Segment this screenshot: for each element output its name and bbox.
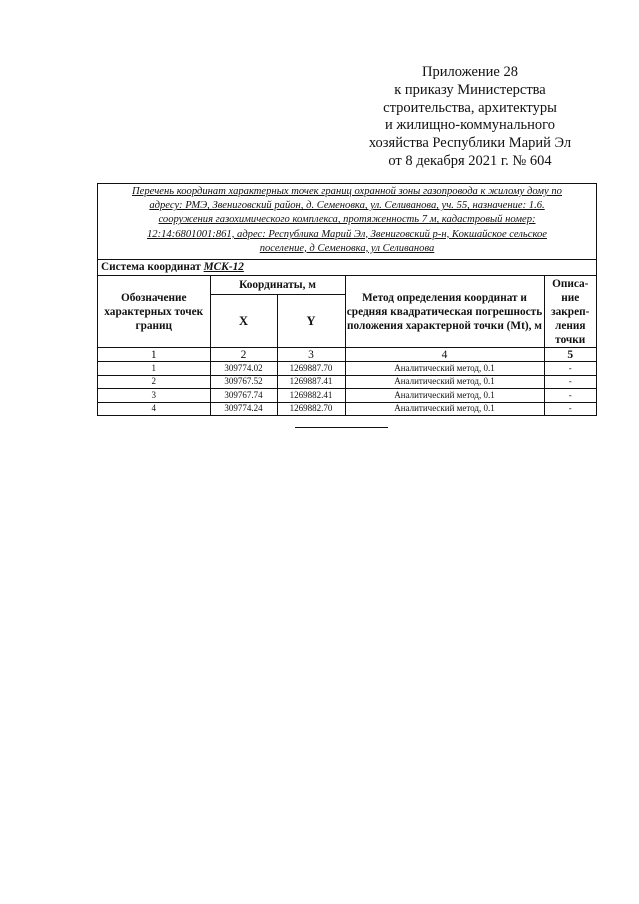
y-cell: 1269882.70 — [277, 402, 345, 415]
x-cell: 309774.24 — [210, 402, 277, 415]
document-caption — [98, 184, 596, 260]
appendix-line: и жилищно-коммунального — [384, 117, 556, 134]
y-cell: 1269887.41 — [277, 375, 345, 389]
y-cell: 1269887.70 — [277, 362, 345, 376]
column-number: 1 — [98, 348, 210, 362]
description-cell: - — [544, 389, 596, 403]
table-row — [98, 402, 596, 415]
appendix-line: к приказу Министерства — [394, 81, 546, 98]
end-separator-line — [295, 427, 388, 428]
header-method: Метод определения координат и средняя квадратическая погрешность положения характерной точки (Mt), м — [345, 276, 544, 348]
coordinate-system-value: МСК-12 — [203, 261, 244, 274]
description-cell: - — [544, 375, 596, 389]
appendix-line: от 8 декабря 2021 г. № 604 — [388, 152, 552, 169]
table-row — [98, 389, 596, 403]
method-cell: Аналитический метод, 0.1 — [345, 389, 544, 403]
method-cell: Аналитический метод, 0.1 — [345, 362, 544, 376]
x-cell: 309767.52 — [210, 375, 277, 389]
method-cell: Аналитический метод, 0.1 — [345, 402, 544, 415]
point-cell: 4 — [98, 402, 210, 415]
coordinate-system-label: Система координат — [101, 261, 201, 274]
header-description: Описа-ние закреп-ления точки — [544, 276, 596, 348]
header-points: Обозначение характерных точек границ — [98, 276, 210, 348]
caption-line: поселение, д Семеновка, ул Селиванова — [259, 242, 435, 254]
caption-line: адресу: РМЭ, Звениговский район, д. Семеновка, ул. Селиванова, уч. 55, назначение: 1.6. — [149, 200, 545, 212]
x-cell: 309767.74 — [210, 389, 277, 403]
caption-line: Перечень координат характерных точек границ охранной зоны газопровода к жилому дому по — [132, 186, 562, 197]
x-cell: 309774.02 — [210, 362, 277, 376]
coordinates-document — [97, 183, 597, 416]
point-cell: 1 — [98, 362, 210, 376]
point-cell: 3 — [98, 389, 210, 403]
description-cell: - — [544, 362, 596, 376]
caption-line: 12:14:6801001:861, адрес: Республика Марий Эл, Звениговский р-н, Кокшайское сельское — [146, 228, 548, 240]
header-coords: Координаты, м — [210, 276, 345, 295]
column-number: 3 — [277, 348, 345, 362]
appendix-line: Приложение 28 — [422, 64, 518, 80]
column-number: 4 — [345, 348, 544, 362]
appendix-line: хозяйства Республики Марий Эл — [368, 135, 572, 152]
header-x: X — [210, 295, 277, 348]
appendix-line: строительства, архитектуры — [383, 99, 557, 116]
description-cell: - — [544, 402, 596, 415]
caption-line: сооружения газохимического комплекса, протяженность 7 м, кадастровый номер: — [158, 214, 536, 226]
appendix-header — [340, 64, 600, 171]
column-numbers-row — [98, 348, 596, 362]
method-cell: Аналитический метод, 0.1 — [345, 375, 544, 389]
y-cell: 1269882.41 — [277, 389, 345, 403]
table-row — [98, 362, 596, 376]
header-y: Y — [277, 295, 345, 348]
coordinates-table — [98, 276, 596, 415]
point-cell: 2 — [98, 375, 210, 389]
coordinate-system-row — [98, 260, 596, 276]
column-number: 5 — [544, 348, 596, 362]
table-row — [98, 375, 596, 389]
column-number: 2 — [210, 348, 277, 362]
